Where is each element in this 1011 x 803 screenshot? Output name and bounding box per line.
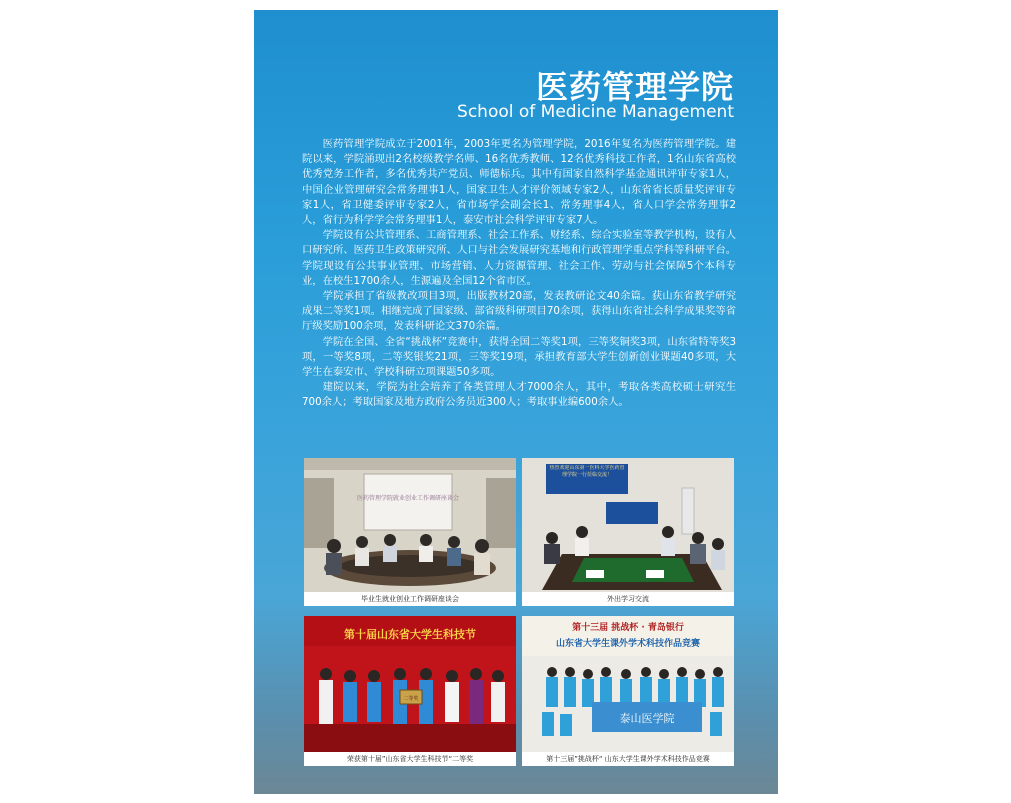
- paragraph: 学院承担了省级教改项目3项，出版教材20部，发表教研论文40余篇。获山东省教学研究成果二等奖1项。相继完成了国家级、部省级科研项目70余项，获得山东省社会科学成果奖等省厅级奖励100余项，发表科研论文370余篇。: [302, 290, 736, 333]
- photo-caption: 荣获第十届”山东省大学生科技节“二等奖: [304, 752, 516, 766]
- festival-banner: 第十届山东省大学生科技节: [344, 628, 476, 641]
- challenge-cup-image: [522, 616, 734, 752]
- photo-seminar: [304, 458, 516, 606]
- photo-caption: 毕业生就业创业工作调研座谈会: [304, 592, 516, 606]
- school-flag: 泰山医学院: [619, 712, 675, 725]
- photo-caption: 外出学习交流: [522, 592, 734, 606]
- challenge-banner-line1: 第十三届 挑战杯 · 青岛银行: [572, 623, 684, 633]
- award-plaque: 二等奖: [403, 696, 419, 702]
- paragraph: 学院设有公共管理系、工商管理系、社会工作系、财经系、综合实验室等教学机构，设有人口研究所、医药卫生政策研究所、人口与社会发展研究基地和行政管理学重点学科等科研平台。学院现设有公共事业管理、市场营销、人力资源管理、社会工作、劳动与社会保障5个本科专业，在校生1700余人，生源遍及全国12个省市区。: [302, 229, 736, 287]
- intro-text: [302, 137, 736, 411]
- photo-science-festival: [304, 616, 516, 766]
- paragraph: 医药管理学院成立于2001年，2003年更名为管理学院，2016年复名为医药管理学院。建院以来，学院涌现出2名校级教学名师、16名优秀教师、12名优秀科技工作者，1名山东省高校优秀党务工作者，多名优秀共产党员、师德标兵。其中有国家自然科学基金通讯评审专家1人，中国企业管理研究会常务理事1人，国家卫生人才评价领域专家2人，山东省省长质量奖评审专家1人，省卫健委评审专家2人，省市场学会副会长1、常务理事4人，省人口学会常务理事2人，省行为科学学会常务理事1人，泰安市社会科学评审专家7人。: [302, 138, 736, 227]
- photo-exchange: [522, 458, 734, 606]
- screen-text: 医药管理学院就业创业工作调研座谈会: [356, 495, 460, 502]
- photo-caption: 第十三届”挑战杯“ 山东大学生课外学术科技作品竞赛: [522, 752, 734, 766]
- paragraph: 建院以来，学院为社会培养了各类管理人才7000余人，其中，考取各类高校硕士研究生700余人；考取国家及地方政府公务员近300人；考取事业编600余人。: [302, 381, 736, 409]
- poster: [254, 10, 778, 794]
- photo-challenge-cup: [522, 616, 734, 766]
- challenge-banner-line2: 山东省大学生课外学术科技作品竞赛: [555, 639, 701, 649]
- science-festival-image: [304, 616, 516, 752]
- welcome-banner: 热烈欢迎山东第一医科大学医药管理学院一行莅临交流！: [549, 465, 625, 478]
- page-subtitle: School of Medicine Management: [457, 102, 734, 122]
- exchange-image: [522, 458, 734, 592]
- page-title: 医药管理学院: [535, 68, 734, 106]
- paragraph: 学院在全国、全省“挑战杯”竞赛中，获得全国二等奖1项，三等奖铜奖3项，山东省特等奖3项，一等奖8项，二等奖银奖21项，三等奖19项，承担教育部大学生创新创业课题40多项，大学生在泰安市、学校科研立项课题50多项。: [302, 335, 736, 379]
- seminar-image: [304, 458, 516, 592]
